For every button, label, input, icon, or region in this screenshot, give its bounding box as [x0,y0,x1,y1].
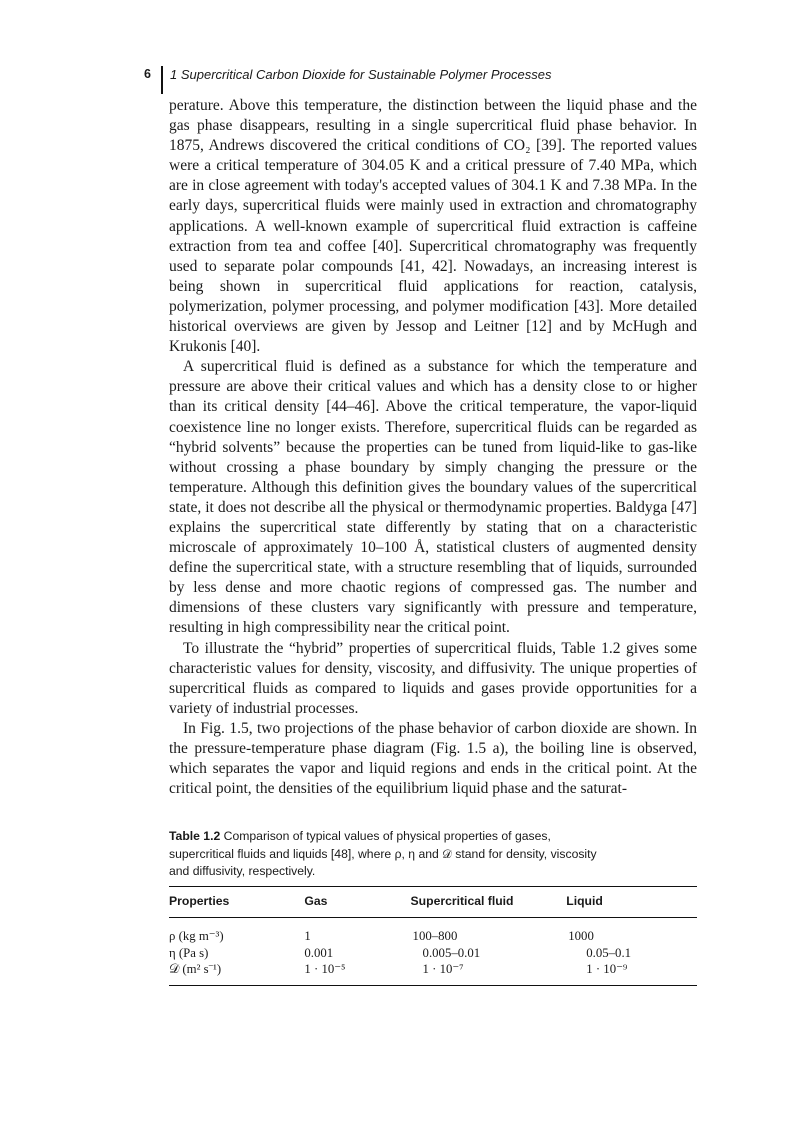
table-cell: 0.005–0.01 [422,945,481,960]
table-cell: 1 [304,929,311,943]
paragraph-supercritical-definition: A supercritical fluid is defined as a substance for which the temperature and pressure are above their critical values and which has a density close to or higher than its critical density [44–46]. Above the critical temperature, the vapor-liquid coexistence line no longer exists. Therefore, supercritical fluids can be regarded as “hybrid solvents” because the properties can be tuned from liquid-like to gas-like without crossing a phase boundary by simply changing the pressure or the temperature. Although this definition gives the boundary values of the supercritical state, it does not describe all the physical or thermodynamic properties. Baldyga [47] explains the supercritical state differently by stating that on a characteristic microscale of approximately 10–100 Å, statistical clusters of augmented density define the supercritical state, with a structure resembling that of liquids, surrounded by less dense and more chaotic regions of compressed gas. The number and dimensions of these clusters vary significantly with pressure and temperature, resulting in high compressibility near the critical point. [169,358,697,637]
table-cell: 1 · 10⁻⁵ [304,961,410,985]
running-head-divider [161,66,163,94]
paragraph-phase-behavior: In Fig. 1.5, two projections of the phase behavior of carbon dioxide are shown. In the pressure-temperature phase diagram (Fig. 1.5 a), the boiling line is observed, which separates the vapor and liquid regions and ends in the critical point. At the critical point, the densities of the equilibrium liquid phase and the saturat- [169,719,697,798]
table-cell: 1000 [568,929,594,943]
table-row [169,945,697,962]
table-header-row [169,887,697,918]
table-cell: 𝒟 (m² s⁻¹) [169,961,304,985]
paragraph-continuation: perature. Above this temperature, the distinction between the liquid phase and the gas phase disappears, resulting in a single supercritical fluid phase behavior. In 1875, Andrews discovered the critical conditions of CO₂ [39]. The reported values were a critical temperature of 304.05 K and a critical pressure of 7.40 MPa, which are in close agreement with today's accepted values of 304.1 K and 7.38 MPa. In the early days, supercritical fluids were mainly used in extraction and chromatography applications. A well-known example of supercritical fluid extraction is caffeine extraction from tea and coffee [40]. Supercritical chromatography was frequently used to separate polar compounds [41, 42]. Nowadays, an increasing interest is being shown in supercritical fluid applications for reaction, catalysis, polymerization, polymer processing, and polymer modification [43]. More detailed historical overviews are given by Jessop and Leitner [12] and by McHugh and Krukonis [40]. [169,97,697,356]
running-head-title: 1 Supercritical Carbon Dioxide for Sustainable Polymer Processes [170,67,552,82]
table-cell: 1 · 10⁻⁹ [566,961,697,985]
table-cell: 100–800 [412,929,458,943]
table-cell: 0.05–0.1 [586,945,632,960]
table-header-cell: Properties [169,887,304,918]
properties-table [169,886,697,986]
table-header-cell: Gas [304,887,410,918]
table-cell: η (Pa s) [169,945,209,960]
page-number: 6 [144,67,151,81]
table-row [169,961,697,985]
table-cell: 0.001 [304,945,334,960]
table-cell: ρ (kg m⁻³) [169,929,224,943]
table-caption-text: Comparison of typical values of physical properties of gases, supercritical fluids and liquids [48], where ρ, η and 𝒟 stand for density, viscosity and diffusivity, respectively. [169,829,597,878]
body-text [169,96,697,799]
table-row [169,918,697,945]
table-caption [169,828,599,881]
table-header-cell: Liquid [566,887,697,918]
table-caption-label: Table 1.2 [169,829,221,843]
table-header-cell: Supercritical fluid [411,887,567,918]
paragraph-hybrid-properties: To illustrate the “hybrid” properties of supercritical fluids, Table 1.2 gives some characteristic values for density, viscosity, and diffusivity. The unique properties of supercritical fluids as compared to liquids and gases provide opportunities for a variety of industrial processes. [169,639,697,717]
table-cell: 1 · 10⁻⁷ [411,961,567,985]
